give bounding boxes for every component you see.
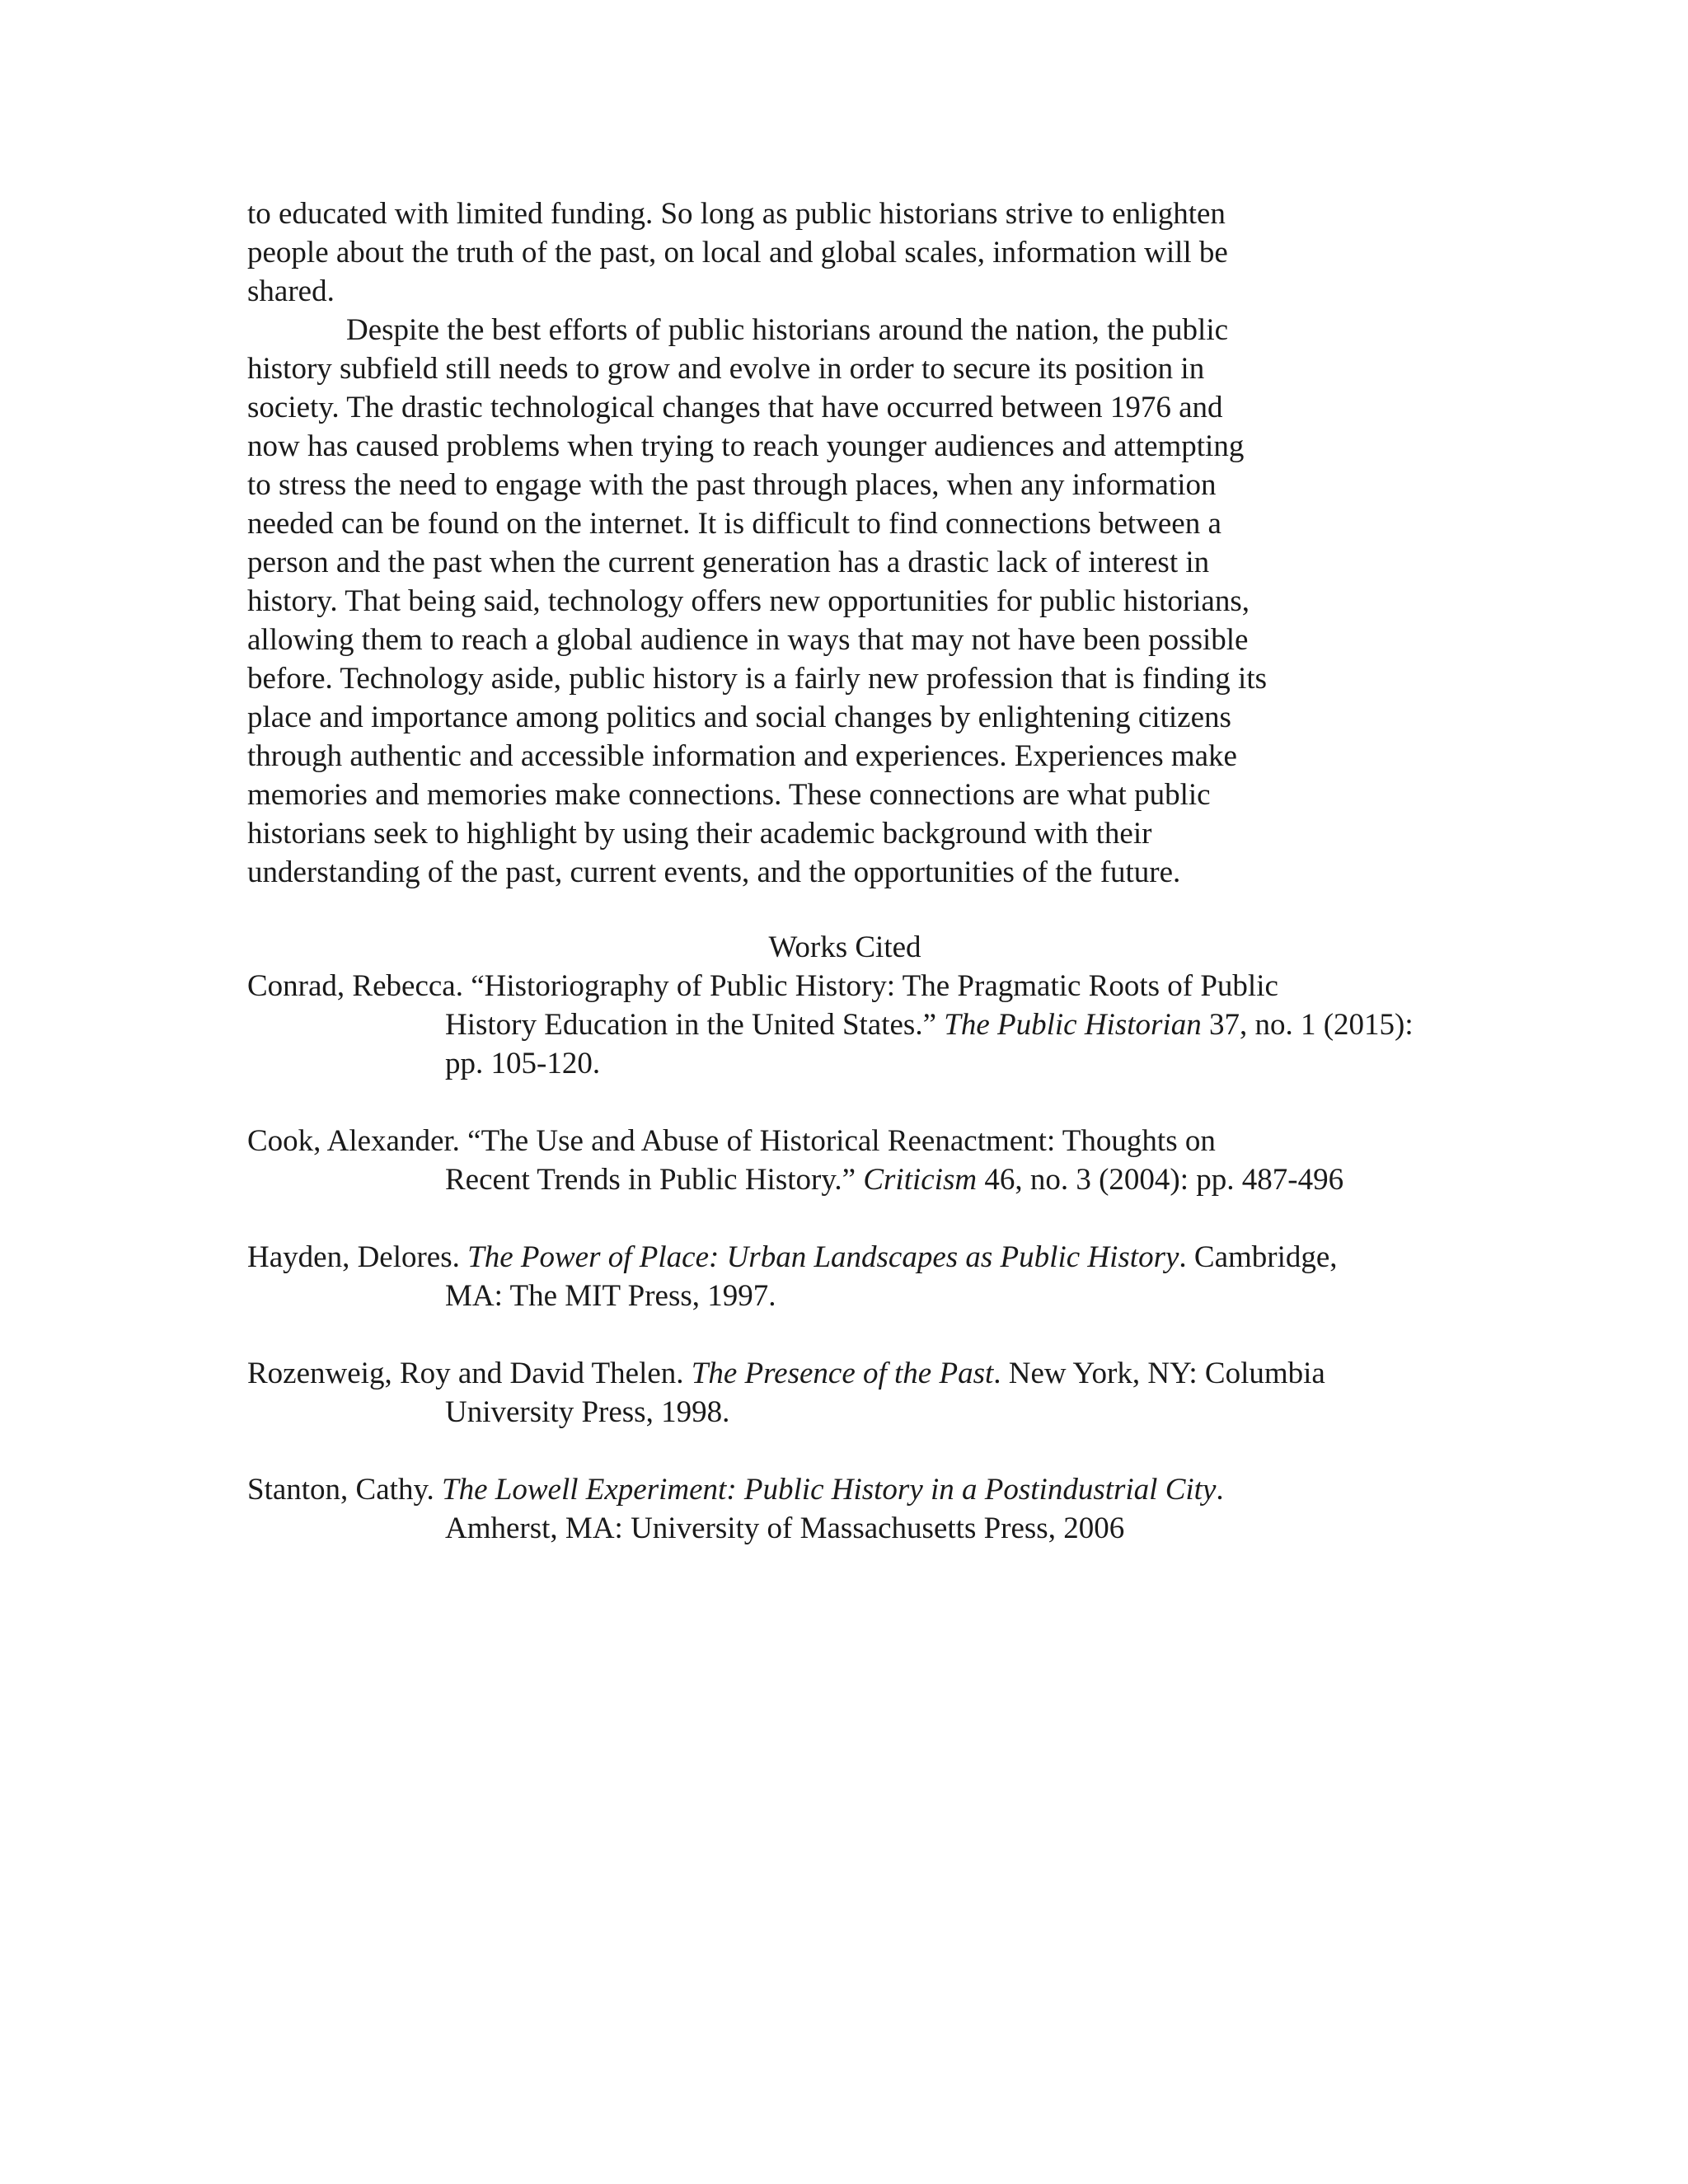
citation-text: Hayden, Delores. (247, 1240, 468, 1274)
text-line: Despite the best efforts of public historians around the nation, the public (346, 313, 1229, 347)
text-line: memories and memories make connections. These connections are what public (247, 778, 1211, 812)
text-line: through authentic and accessible information and experiences. Experiences make (247, 739, 1237, 773)
text-line: history. That being said, technology offers new opportunities for public historians, (247, 584, 1250, 618)
citation-text: . New York, NY: Columbia (993, 1357, 1325, 1390)
text-line: shared. (247, 274, 335, 308)
text-line: understanding of the past, current events, and the opportunities of the future. (247, 855, 1181, 889)
paragraph-final (247, 311, 1442, 892)
citation-text: 46, no. 3 (2004): pp. 487-496 (977, 1163, 1344, 1197)
text-line: historians seek to highlight by using their academic background with their (247, 817, 1152, 851)
citation-text: . Cambridge, (1179, 1240, 1338, 1274)
citation-text: Recent Trends in Public History.” (445, 1163, 864, 1197)
citation-line: Conrad, Rebecca. “Historiography of Public History: The Pragmatic Roots of Public (247, 969, 1278, 1003)
citation-line (346, 1005, 1459, 1044)
text-line: history subfield still needs to grow and evolve in order to secure its position in (247, 352, 1205, 386)
text-line: allowing them to reach a global audience in ways that may not have been possible (247, 623, 1249, 657)
citation-line: University Press, 1998. (445, 1395, 730, 1429)
works-cited-heading: Works Cited (768, 930, 921, 964)
citation-line (247, 1238, 1459, 1277)
citation-rozenweig (247, 1354, 1459, 1432)
citation-text: 37, no. 1 (2015): (1201, 1008, 1414, 1042)
text-line: to educated with limited funding. So long as public historians strive to enlighten (247, 197, 1226, 231)
text-line: people about the truth of the past, on local and global scales, information will be (247, 236, 1228, 269)
text-line: society. The drastic technological changes that have occurred between 1976 and (247, 391, 1223, 424)
text-line: needed can be found on the internet. It is difficult to find connections between a (247, 507, 1221, 541)
citation-line: Amherst, MA: University of Massachusetts Press, 2006 (445, 1511, 1125, 1545)
citation-line (247, 1354, 1459, 1393)
citation-journal-title: The Public Historian (944, 1008, 1202, 1042)
citation-book-title: The Lowell Experiment: Public History in a Postindustrial City (442, 1473, 1217, 1507)
paragraph-conclusion-fragment (247, 194, 1442, 311)
citation-cook (247, 1122, 1459, 1199)
citation-line: MA: The MIT Press, 1997. (445, 1279, 776, 1313)
citation-text: . (1216, 1473, 1224, 1507)
text-line: before. Technology aside, public history is a fairly new profession that is finding its (247, 662, 1268, 696)
citation-book-title: The Power of Place: Urban Landscapes as Public History (467, 1240, 1179, 1274)
citation-text: Stanton, Cathy. (247, 1473, 443, 1507)
text-line: place and importance among politics and social changes by enlightening citizens (247, 701, 1231, 734)
text-line: now has caused problems when trying to reach younger audiences and attempting (247, 429, 1245, 463)
citation-line (247, 1470, 1459, 1509)
citation-book-title: The Presence of the Past (691, 1357, 994, 1390)
text-line: to stress the need to engage with the past through places, when any information (247, 468, 1217, 502)
essay-body (247, 194, 1442, 892)
citation-journal-title: Criticism (863, 1163, 978, 1197)
citation-conrad (247, 967, 1459, 1083)
citation-text: History Education in the United States.” (445, 1008, 945, 1042)
citation-line (346, 1160, 1459, 1199)
citation-line: Cook, Alexander. “The Use and Abuse of Historical Reenactment: Thoughts on (247, 1124, 1216, 1158)
citation-line: pp. 105-120. (445, 1047, 601, 1080)
works-cited-list (247, 967, 1459, 1586)
text-line: person and the past when the current generation has a drastic lack of interest in (247, 546, 1210, 579)
citation-hayden (247, 1238, 1459, 1315)
citation-stanton (247, 1470, 1459, 1548)
citation-text: Rozenweig, Roy and David Thelen. (247, 1357, 692, 1390)
